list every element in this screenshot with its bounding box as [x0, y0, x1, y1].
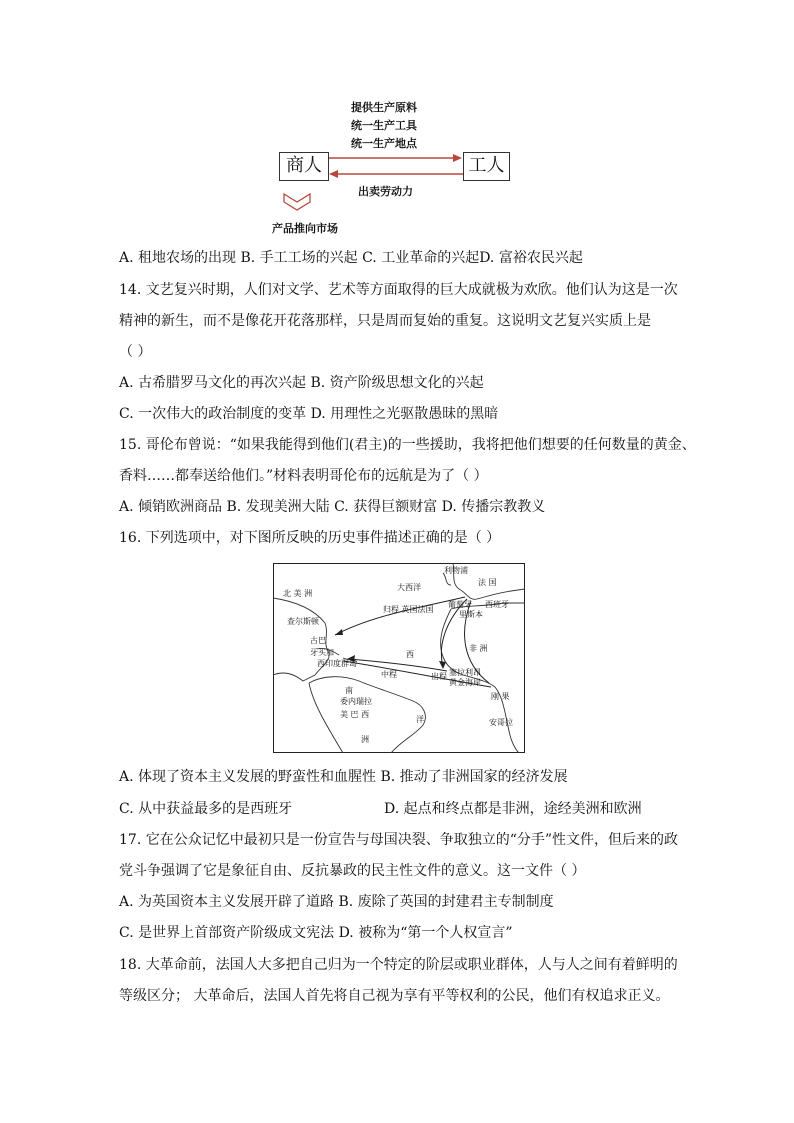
q14-stem-line1: 14. 文艺复兴时期，人们对文学、艺术等方面取得的巨大成就极为欢欣。他们认为这是一次 [119, 282, 678, 298]
map-label-angola: 安哥拉 [489, 718, 513, 727]
q14-stem-line2: 精神的新生，而不是像花开花落那样，只是周而复始的重复。这说明文艺复兴实质上是 [119, 313, 651, 329]
map-label-continent: 洲 [361, 735, 369, 744]
q17-option-ab: A. 为英国资本主义发展开辟了道路 B. 废除了英国的封建君主专制制度 [119, 894, 554, 910]
q16-option-d: D. 起点和终点都是非洲，途经美洲和欧洲 [384, 801, 642, 817]
diagram-label-tools: 统一生产工具 [351, 119, 417, 132]
q16-option-c: C. 从中获益最多的是西班牙 [119, 801, 293, 817]
map-label-middle-passage: 中程 [381, 670, 397, 679]
map-label-return: 归程 英国法国 [383, 605, 434, 614]
chevron-down-icon [284, 194, 310, 210]
map-label-charleston: 查尔斯顿 [287, 617, 319, 626]
map-label-jamaica: 牙买加 [310, 648, 334, 657]
q16-option-ab: A. 体现了资本主义发展的野蛮性和血腥性 B. 推动了非洲国家的经济发展 [119, 769, 568, 785]
worker-box: 工人 [463, 152, 510, 181]
arrowhead-left-icon [329, 170, 338, 178]
q18-stem-line2: 等级区分； 大革命后，法国人首先将自己视为享有平等权利的公民，他们有权追求正义。 [119, 988, 670, 1004]
map-label-congo: 刚 果 [491, 692, 510, 701]
diagram-label-labor: 出卖劳动力 [358, 185, 413, 198]
arrowhead-right-icon [453, 154, 462, 162]
map-label-portugal: 葡萄牙 [448, 600, 472, 609]
q15-stem-line2: 香料……都奉送给他们。”材料表明哥伦布的远航是为了（ ） [119, 468, 488, 484]
map-label-brazil: 美 巴 西 [340, 710, 370, 719]
q17-stem-line1: 17. 它在公众记忆中最初只是一份宣告与母国决裂、争取独立的“分手”性文件，但后来的政 [119, 832, 679, 848]
map-label-atlantic: 大西洋 [397, 583, 421, 592]
map-label-france: 法 国 [478, 578, 497, 587]
diagram-label-market: 产品推向市场 [272, 222, 338, 235]
map-label-africa: 非 洲 [469, 644, 488, 653]
q14-stem-line3: （ ） [119, 344, 152, 360]
map-label-liverpool: 利物浦 [444, 566, 468, 575]
map-label-west: 西 [406, 650, 414, 659]
map-label-north-america: 北 美 洲 [283, 589, 313, 598]
map-label-outbound: 出程 [431, 672, 447, 681]
map-label-sierra-leone: 塞拉利昂 [449, 668, 481, 677]
diagram-label-location: 统一生产地点 [351, 137, 417, 150]
q15-options: A. 倾销欧洲商品 B. 发现美洲大陆 C. 获得巨额财富 D. 传播宗教教义 [119, 499, 546, 515]
q17-stem-line2: 党斗争强调了它是象征自由、反抗暴政的民主性文件的意义。这一文件（ ） [119, 863, 586, 879]
map-label-cuba: 古巴 [310, 636, 326, 645]
q17-option-cd: C. 是世界上首部资产阶级成文宪法 D. 被称为“第一个人权宣言” [119, 925, 513, 941]
map-label-west-indies: 西印度群岛 [317, 659, 357, 668]
diagram-label-raw-materials: 提供生产原料 [351, 101, 417, 114]
q15-stem-line1: 15. 哥伦布曾说：“如果我能得到他们(君主)的一些援助，我将把他们想要的任何数量的黄金、 [119, 437, 696, 453]
map-label-ocean: 洋 [416, 715, 424, 724]
merchant-box: 商人 [279, 152, 329, 181]
q14-option-ab: A. 古希腊罗马文化的再次兴起 B. 资产阶级思想文化的兴起 [119, 375, 484, 391]
map-label-south: 南 [345, 686, 353, 695]
q18-stem-line1: 18. 大革命前，法国人大多把自己归为一个特定的阶层或职业群体，人与人之间有着鲜明的 [119, 957, 678, 973]
triangular-trade-map [273, 563, 525, 753]
map-label-gold-coast: 黄金海岸 [449, 678, 481, 687]
map-label-venezuela: 委内瑞拉 [340, 697, 372, 706]
map-label-spain: 西班牙 [485, 600, 509, 609]
q16-stem: 16. 下列选项中，对下图所反映的历史事件描述正确的是（ ） [119, 530, 501, 546]
map-label-lisbon: 里斯本 [459, 610, 483, 619]
q14-option-cd: C. 一次伟大的政治制度的变革 D. 用理性之光驱散愚昧的黑暗 [119, 406, 499, 422]
q13-options: A. 租地农场的出现 B. 手工工场的兴起 C. 工业革命的兴起D. 富裕农民兴起 [119, 250, 583, 266]
